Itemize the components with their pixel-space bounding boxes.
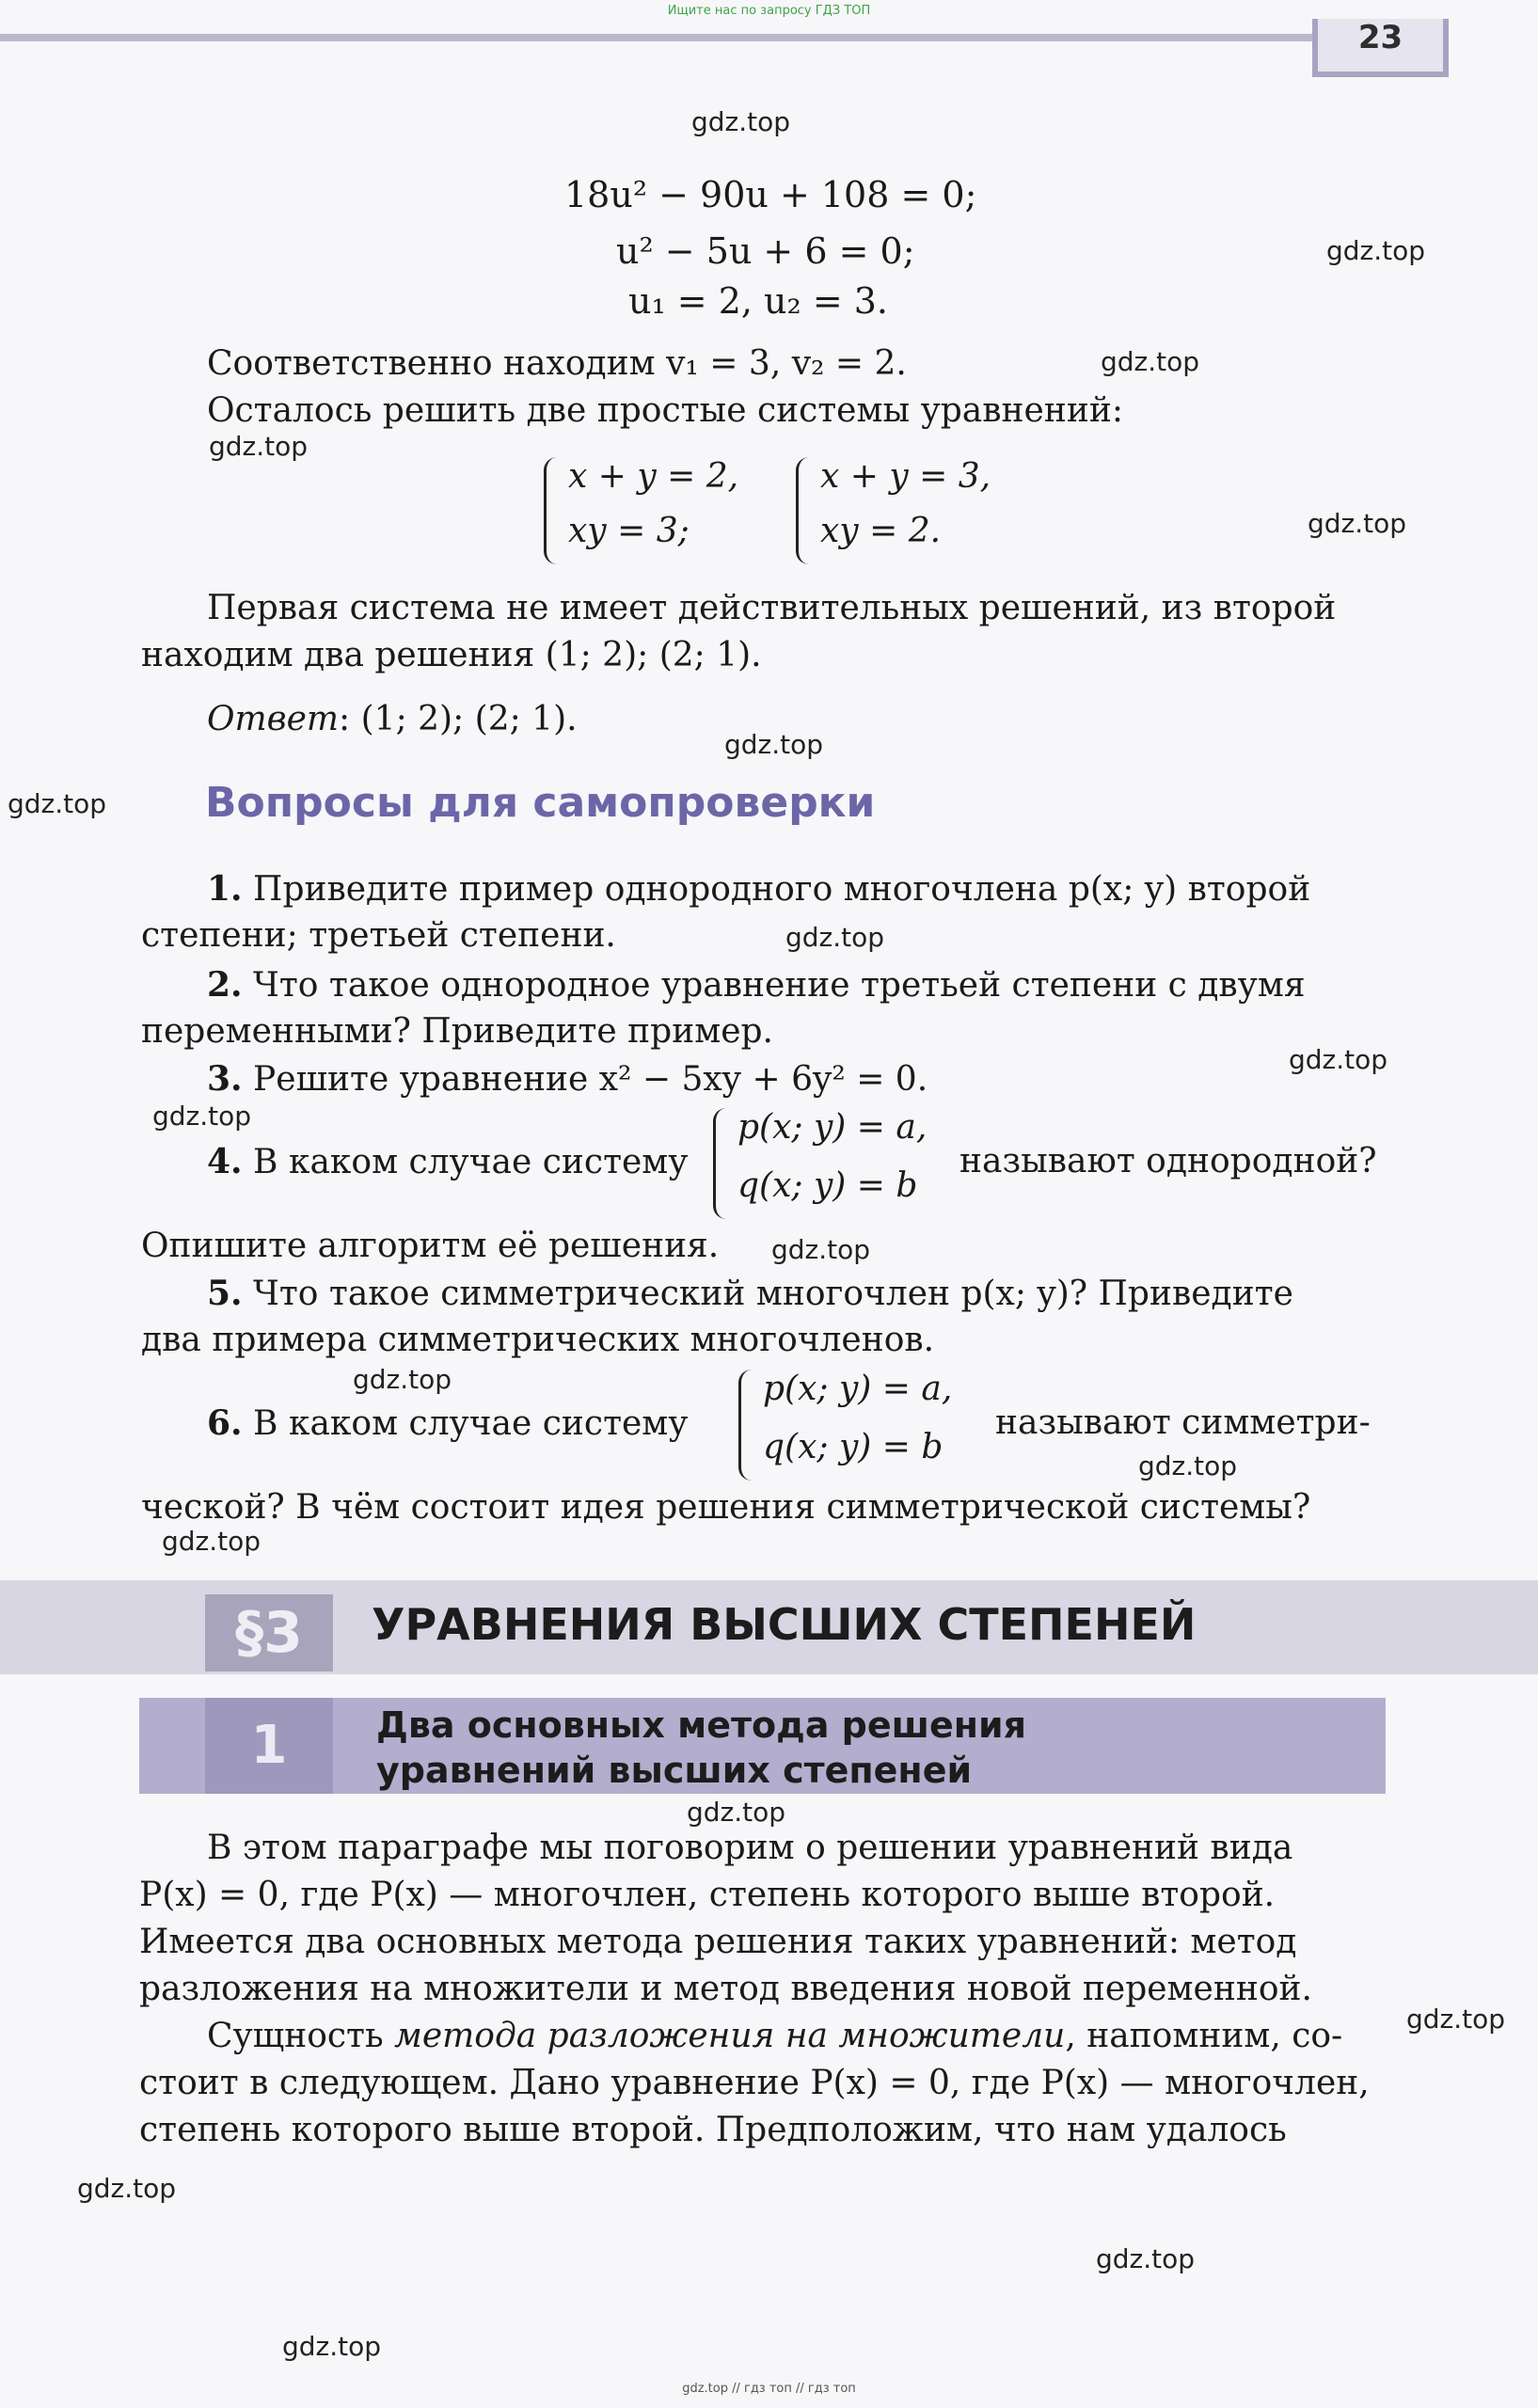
system-row: p(x; y) = a, [737, 1108, 928, 1147]
question-5-line-1 [207, 1270, 1293, 1318]
system-2 [796, 457, 1031, 564]
question-number: 6. [207, 1403, 243, 1443]
watermark: gdz.top [724, 729, 824, 760]
system-1 [544, 457, 779, 564]
question-6-system [738, 1370, 964, 1481]
system-1-row-1: x + y = 2, [568, 457, 739, 496]
system-1-row-2: xy = 3; [568, 512, 690, 550]
paragraph-two-systems: Осталось решить две простые системы уравнений: [207, 391, 1123, 430]
system-2-row-1: x + y = 3, [820, 457, 991, 496]
body-2-line-3: степень которого выше второй. Предположим, что нам удалось [139, 2111, 1287, 2149]
question-6-line-1 [207, 1400, 688, 1448]
body-1-line-3: Имеется два основных метода решения таких уравнений: метод [139, 1923, 1297, 1961]
question-number: 5. [207, 1274, 243, 1313]
watermark: gdz.top [687, 1797, 786, 1828]
subsection-title-line-1: Два основных метода решения [376, 1704, 1027, 1746]
question-1-line-1 [207, 865, 1310, 913]
question-text: В каком случае систему [253, 1404, 689, 1443]
answer-label: Ответ [207, 700, 340, 738]
subsection-title-line-2: уравнений высших степеней [376, 1750, 973, 1791]
watermark: gdz.top [77, 2173, 177, 2204]
answer-line [207, 696, 578, 743]
question-number: 3. [207, 1059, 243, 1099]
question-text: Что такое однородное уравнение третьей степени с двумя [253, 966, 1306, 1005]
question-6-tail: называют симметри- [995, 1403, 1371, 1442]
body-1-line-1: В этом параграфе мы поговорим о решении уравнений вида [207, 1829, 1293, 1867]
system-row: p(x; y) = a, [763, 1370, 953, 1408]
question-text: В каком случае систему [253, 1143, 689, 1181]
question-6-line-2: ческой? В чём состоит идея решения симметрической системы? [141, 1488, 1311, 1527]
question-4-system [713, 1108, 958, 1219]
watermark: gdz.top [353, 1364, 452, 1395]
text: , напомним, со- [1065, 2017, 1343, 2055]
question-text: Приведите пример однородного многочлена p(x; y) второй [253, 870, 1311, 909]
brace [544, 457, 560, 564]
bottom-banner: gdz.top // гдз топ // гдз топ [682, 2382, 856, 2396]
body-1-line-2: P(x) = 0, где P(x) — многочлен, степень которого выше второй. [139, 1876, 1276, 1914]
header-strip [0, 34, 1439, 41]
question-4-line-1 [207, 1138, 688, 1186]
watermark: gdz.top [1308, 508, 1407, 539]
body-2-line-1 [207, 2013, 1342, 2060]
page-number: 23 [1357, 19, 1403, 56]
watermark: gdz.top [1406, 2004, 1506, 2035]
question-number: 2. [207, 965, 243, 1005]
system-row: q(x; y) = b [763, 1428, 943, 1466]
question-number: 1. [207, 869, 243, 909]
equation-2: u² − 5u + 6 = 0; [616, 230, 915, 272]
method-name: метода разложения на множители [393, 2017, 1066, 2055]
brace [796, 457, 812, 564]
watermark: gdz.top [1101, 346, 1200, 377]
question-5-line-2: два примера симметрических многочленов. [141, 1321, 935, 1359]
watermark: gdz.top [785, 922, 885, 953]
body-1-line-4: разложения на множители и метод введения новой переменной. [139, 1970, 1312, 2008]
paragraph-solutions-l1: Первая система не имеет действительных решений, из второй [207, 589, 1337, 627]
system-2-row-2: xy = 2. [820, 512, 942, 550]
question-text: Решите уравнение x² − 5xy + 6y² = 0. [253, 1060, 928, 1099]
brace [738, 1370, 754, 1481]
watermark: gdz.top [1096, 2243, 1196, 2274]
watermark: gdz.top [162, 1526, 262, 1557]
question-4-tail: называют однородной? [959, 1142, 1377, 1180]
watermark: gdz.top [1138, 1450, 1238, 1481]
questions-heading: Вопросы для самопроверки [205, 779, 876, 827]
watermark: gdz.top [691, 106, 791, 137]
subsection-badge: 1 [205, 1698, 333, 1794]
watermark: gdz.top [771, 1234, 871, 1265]
watermark: gdz.top [1326, 235, 1426, 266]
paragraph-roots-v: Соответственно находим v₁ = 3, v₂ = 2. [207, 344, 907, 383]
question-1-line-2: степени; третьей степени. [141, 916, 616, 955]
equation-1: 18u² − 90u + 108 = 0; [564, 174, 977, 215]
top-banner: Ищите нас по запросу ГДЗ ТОП [667, 4, 871, 18]
watermark: gdz.top [282, 2331, 382, 2362]
question-text: Что такое симметрический многочлен p(x; y)? Приведите [253, 1275, 1293, 1313]
equation-3: u₁ = 2, u₂ = 3. [628, 280, 889, 322]
answer-value: : (1; 2); (2; 1). [339, 700, 578, 738]
question-4-line-2: Опишите алгоритм её решения. [141, 1227, 720, 1265]
question-number: 4. [207, 1142, 243, 1181]
body-2-line-2: стоит в следующем. Дано уравнение P(x) = 0, где P(x) — многочлен, [139, 2064, 1370, 2102]
question-2-line-1 [207, 961, 1306, 1009]
chapter-title: УРАВНЕНИЯ ВЫСШИХ СТЕПЕНЕЙ [372, 1599, 1197, 1650]
watermark: gdz.top [8, 788, 107, 819]
question-3 [207, 1055, 928, 1103]
brace [713, 1108, 729, 1219]
question-2-line-2: переменными? Приведите пример. [141, 1012, 773, 1051]
watermark: gdz.top [152, 1101, 252, 1132]
watermark: gdz.top [1289, 1044, 1388, 1075]
paragraph-solutions-l2: находим два решения (1; 2); (2; 1). [141, 636, 762, 674]
chapter-badge: §3 [205, 1594, 333, 1671]
text: Сущность [207, 2017, 394, 2055]
watermark: gdz.top [209, 431, 309, 462]
system-row: q(x; y) = b [737, 1166, 918, 1205]
